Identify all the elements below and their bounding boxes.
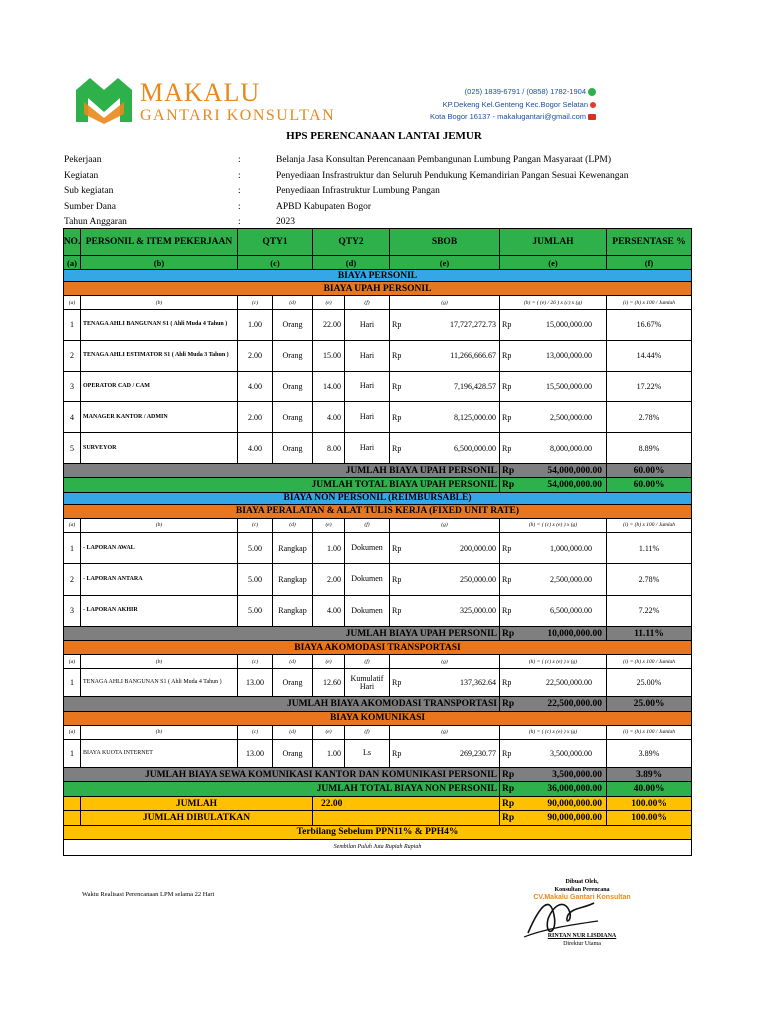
item-sbob-rp: Rp	[392, 574, 402, 584]
row-dibulatkan	[63, 811, 692, 826]
item-sbob-cell	[390, 533, 500, 563]
col-formula: (f)	[345, 655, 390, 668]
made-by: Dibuat Oleh,	[565, 879, 599, 885]
col-formula: (b)	[81, 296, 238, 309]
sum-komunikasi-value-cell	[500, 768, 607, 782]
info-value: Penyediaan Infrastruktur Lumbung Pangan	[276, 186, 440, 196]
item-qty1: 2.00	[238, 402, 273, 432]
table-row	[63, 533, 692, 564]
item-jumlah-rp: Rp	[502, 412, 512, 422]
item-jumlah-rp: Rp	[502, 351, 512, 361]
col-formula: (b)	[81, 726, 238, 739]
sum-akomodasi-pct: 25.00%	[633, 699, 665, 710]
table-subheader	[63, 256, 692, 270]
item-name: BIAYA KUOTA INTERNET	[81, 740, 238, 767]
ts-e2: (e)	[500, 256, 607, 269]
item-pct: 14.44%	[636, 351, 662, 361]
info-value: APBD Kabupaten Bogor	[276, 201, 371, 212]
item-unit1: Rangkap	[273, 533, 313, 563]
col-formula: (e)	[313, 726, 345, 739]
jumlah-days: 22.00	[313, 797, 500, 811]
item-sbob-cell	[390, 669, 500, 696]
info-block	[64, 155, 704, 233]
sum-alat-rp: Rp	[502, 628, 515, 639]
info-colon: :	[238, 217, 241, 227]
item-sbob: 269,230.77	[460, 748, 496, 758]
sum-total-upah	[63, 478, 692, 493]
ts-f: (f)	[644, 257, 654, 268]
item-jumlah-cell	[500, 310, 607, 340]
mail-icon	[588, 114, 596, 120]
terbilang-words: Sembilan Puluh Juta Rupiah Rupiah	[63, 840, 692, 856]
table-row	[63, 433, 692, 464]
info-key: Pekerjaan	[64, 155, 102, 165]
sum-alat-pct: 11.11%	[634, 628, 664, 639]
sum-upah-value: 54,000,000.00	[547, 465, 602, 476]
item-jumlah-cell	[500, 433, 607, 463]
col-formula: (i) = (h) x 100 / Jumlah	[623, 658, 675, 665]
item-jumlah-cell	[500, 402, 607, 432]
item-qty1: 5.00	[238, 564, 273, 594]
item-unit2: Hari	[345, 402, 390, 432]
section-biaya-personil: BIAYA PERSONIL	[63, 270, 692, 282]
item-sbob: 7,196,428.57	[454, 381, 496, 391]
col-formula: (c)	[238, 519, 273, 532]
item-jumlah-cell	[500, 740, 607, 767]
info-colon: :	[238, 170, 241, 181]
item-no: 5	[64, 433, 81, 463]
item-name: TENAGA AHLI BANGUNAN S1 ( Ahli Muda 4 Tahun )	[81, 310, 238, 340]
item-qty2: 1.00	[313, 533, 345, 563]
col-formula: (d)	[273, 296, 313, 309]
jumlah-pct: 100.00%	[631, 798, 667, 809]
brand-subname: GANTARI KONSULTAN	[140, 107, 336, 124]
contact-email: Kota Bogor 16137 - makalugantari@gmail.com	[429, 112, 586, 121]
item-unit1: Orang	[273, 433, 313, 463]
item-sbob-cell	[390, 402, 500, 432]
info-value: Penyediaan Insfrastruktur dan Seluruh Pendukung Kemandirian Pangan Sesuai Kewenangan	[276, 170, 629, 181]
sum-akomodasi-value: 22,500,000.00	[547, 699, 602, 710]
item-qty1: 5.00	[238, 533, 273, 563]
col-formula: (a)	[64, 655, 81, 668]
col-formula: (d)	[273, 655, 313, 668]
col-formula: (e)	[313, 296, 345, 309]
item-unit1: Rangkap	[273, 596, 313, 626]
item-unit2: Dokumen	[345, 564, 390, 594]
table-row	[63, 596, 692, 627]
col-formula: (d)	[273, 519, 313, 532]
item-jumlah: 2,500,000.00	[550, 412, 592, 422]
jumlah-value: 90,000,000.00	[547, 798, 602, 809]
info-colon: :	[238, 155, 241, 165]
sum-komunikasi-rp: Rp	[502, 769, 515, 780]
sum-komunikasi-pct: 3.89%	[635, 769, 663, 780]
th-persentase: PERSENTASE %	[612, 237, 686, 247]
sum-total-upah-value: 54,000,000.00	[547, 480, 602, 491]
item-qty1: 13.00	[238, 669, 273, 696]
ts-a: (a)	[64, 256, 81, 269]
item-jumlah-cell	[500, 669, 607, 696]
item-qty2: 4.00	[313, 402, 345, 432]
item-sbob-rp: Rp	[392, 678, 402, 688]
company-logo	[74, 76, 134, 124]
item-jumlah: 15,000,000.00	[546, 320, 592, 330]
item-no: 1	[64, 740, 81, 767]
col-formula: (e)	[313, 519, 345, 532]
item-pct: 17.22%	[636, 381, 662, 391]
item-qty2: 8.00	[313, 433, 345, 463]
group-alat	[63, 519, 692, 627]
sum-total-non	[63, 782, 692, 797]
sum-alat	[63, 627, 692, 642]
col-formula: (b)	[81, 519, 238, 532]
column-formula-row	[63, 519, 692, 533]
item-unit1: Orang	[273, 402, 313, 432]
item-sbob: 137,362.64	[460, 678, 496, 688]
item-sbob-rp: Rp	[392, 351, 402, 361]
sum-total-upah-label: JUMLAH TOTAL BIAYA UPAH PERSONIL	[64, 478, 500, 492]
col-formula: (f)	[345, 519, 390, 532]
item-pct: 7.22%	[638, 606, 660, 616]
jumlah-rp: Rp	[502, 798, 515, 809]
item-jumlah-cell	[500, 564, 607, 594]
sum-alat-label: JUMLAH BIAYA UPAH PERSONIL	[64, 627, 500, 641]
sum-upah-label: JUMLAH BIAYA UPAH PERSONIL	[64, 464, 500, 478]
table-row	[63, 564, 692, 595]
section-alat: BIAYA PERALATAN & ALAT TULIS KERJA (FIXED UNIT RATE)	[63, 505, 692, 519]
info-value: Belanja Jasa Konsultan Perencanaan Pembangunan Lumbung Pangan Masyaraat (LPM)	[276, 155, 612, 165]
item-unit1: Orang	[273, 310, 313, 340]
dibulatkan-pct: 100.00%	[631, 813, 667, 824]
sum-komunikasi-value: 3,500,000.00	[552, 769, 602, 780]
info-row	[64, 202, 704, 218]
sum-total-non-rp: Rp	[502, 784, 515, 795]
row-jumlah	[63, 797, 692, 812]
sum-total-non-label: JUMLAH TOTAL BIAYA NON PERSONIL	[64, 782, 500, 796]
item-jumlah: 6,500,000.00	[550, 606, 592, 616]
sum-upah	[63, 464, 692, 479]
item-sbob: 11,266,666.67	[450, 351, 496, 361]
item-sbob-rp: Rp	[392, 412, 402, 422]
location-pin-icon	[590, 102, 596, 108]
col-formula: (g)	[390, 726, 500, 739]
item-name: - LAPORAN ANTARA	[81, 564, 238, 594]
item-jumlah-cell	[500, 341, 607, 371]
brand	[140, 80, 335, 126]
document-title: HPS PERENCANAAN LANTAI JEMUR	[286, 130, 482, 142]
dibulatkan-rp: Rp	[502, 813, 515, 824]
group-akomodasi	[63, 655, 692, 697]
item-qty1: 2.00	[238, 341, 273, 371]
info-row	[64, 171, 704, 187]
item-sbob-cell	[390, 372, 500, 402]
item-qty2: 22.00	[313, 310, 345, 340]
item-qty1: 1.00	[238, 310, 273, 340]
cost-table	[63, 228, 692, 856]
contact-block	[430, 86, 596, 124]
ts-c: (c)	[238, 256, 313, 269]
item-qty2: 14.00	[313, 372, 345, 402]
item-sbob-cell	[390, 341, 500, 371]
item-qty1: 13.00	[238, 740, 273, 767]
item-pct: 2.78%	[638, 574, 660, 584]
contact-address: KP.Dekeng Kel.Genteng Kec.Bogor Selatan	[442, 99, 588, 109]
item-jumlah-rp: Rp	[502, 748, 512, 758]
item-jumlah: 3,500,000.00	[550, 748, 592, 758]
item-unit1: Orang	[273, 372, 313, 402]
item-unit1: Rangkap	[273, 564, 313, 594]
item-no: 1	[64, 310, 81, 340]
table-row	[63, 669, 692, 697]
col-formula: (a)	[64, 296, 81, 309]
item-unit2: Hari	[345, 372, 390, 402]
th-no: NO.	[64, 229, 81, 255]
item-qty2: 1.00	[313, 740, 345, 767]
item-jumlah-rp: Rp	[502, 443, 512, 453]
item-sbob-rp: Rp	[392, 381, 402, 391]
item-sbob-cell	[390, 596, 500, 626]
section-non-personil: BIAYA NON PERSONIL (REIMBURSABLE)	[63, 493, 692, 505]
item-no: 3	[64, 372, 81, 402]
item-unit2: Hari	[345, 341, 390, 371]
dibulatkan-value: 90,000,000.00	[547, 813, 602, 824]
item-pct: 25.00%	[636, 678, 662, 688]
ts-e: (e)	[390, 256, 500, 269]
item-sbob: 17,727,272.73	[450, 320, 496, 330]
item-jumlah: 1,000,000.00	[550, 543, 592, 553]
item-jumlah-rp: Rp	[502, 320, 512, 330]
item-sbob-rp: Rp	[392, 443, 402, 453]
section-upah-personil: BIAYA UPAH PERSONIL	[63, 282, 692, 296]
item-jumlah-rp: Rp	[502, 678, 512, 688]
item-pct: 2.78%	[638, 412, 660, 422]
col-formula: (a)	[64, 726, 81, 739]
th-qty2: QTY2	[313, 229, 390, 255]
col-formula: (i) = (h) x 100 / Jumlah	[623, 729, 675, 736]
item-jumlah-rp: Rp	[502, 381, 512, 391]
info-row	[64, 186, 704, 202]
table-row	[63, 341, 692, 372]
section-komunikasi: BIAYA KOMUNIKASI	[63, 712, 692, 726]
item-qty1: 4.00	[238, 372, 273, 402]
sum-akomodasi-label: JUMLAH BIAYA AKOMODASI TRANSPORTASI	[64, 697, 500, 711]
item-name: - LAPORAN AWAL	[81, 533, 238, 563]
section-akomodasi: BIAYA AKOMODASI TRANSPORTASI	[63, 641, 692, 655]
item-qty2: 12.60	[313, 669, 345, 696]
brand-name: MAKALU	[140, 78, 261, 107]
jumlah-label: JUMLAH	[81, 797, 313, 811]
item-name: - LAPORAN AKHIR	[81, 596, 238, 626]
terbilang-label: Terbilang Sebelum PPN11% & PPH4%	[63, 826, 692, 840]
col-formula: (d)	[273, 726, 313, 739]
item-name: OPERATOR CAD / CAM	[81, 372, 238, 402]
item-jumlah-cell	[500, 596, 607, 626]
signature-block	[520, 878, 644, 948]
item-pct: 3.89%	[638, 748, 660, 758]
info-colon: :	[238, 201, 241, 212]
whatsapp-icon	[588, 88, 596, 96]
group-komunikasi	[63, 726, 692, 768]
item-sbob-rp: Rp	[392, 543, 402, 553]
item-name: MANAGER KANTOR / ADMIN	[81, 402, 238, 432]
dibulatkan-label: JUMLAH DIBULATKAN	[81, 811, 313, 825]
sum-akomodasi	[63, 697, 692, 712]
th-item: PERSONIL & ITEM PEKERJAAN	[81, 229, 238, 255]
item-pct: 1.11%	[638, 543, 660, 553]
item-no: 2	[64, 341, 81, 371]
item-qty1: 4.00	[238, 433, 273, 463]
item-name: TENAGA AHLI ESTIMATOR S1 ( Ahli Muda 3 Tahun )	[81, 341, 238, 371]
item-jumlah-cell	[500, 533, 607, 563]
th-sbob: SBOB	[390, 229, 500, 255]
item-unit1: Orang	[273, 669, 313, 696]
col-formula: (c)	[238, 296, 273, 309]
item-jumlah: 2,500,000.00	[550, 574, 592, 584]
item-sbob: 325,000.00	[460, 606, 496, 616]
info-key: Kegiatan	[64, 170, 99, 181]
item-unit2: Ls	[345, 740, 390, 767]
col-formula: (f)	[345, 726, 390, 739]
sum-alat-value-cell	[500, 627, 607, 641]
item-jumlah-cell	[500, 372, 607, 402]
sum-upah-value-cell	[500, 464, 607, 478]
item-no: 4	[64, 402, 81, 432]
sum-upah-pct: 60.00%	[633, 465, 665, 476]
sum-komunikasi	[63, 768, 692, 783]
col-formula: (g)	[390, 519, 500, 532]
info-value: 2023	[276, 217, 295, 227]
info-key: Tahun Anggaran	[64, 217, 127, 227]
col-formula: (h) = ( (c) x (e) ) x (g)	[500, 519, 607, 532]
col-formula: (c)	[238, 655, 273, 668]
table-row	[63, 372, 692, 403]
signer-company: CV.Makalu Gantari Konsultan	[533, 894, 631, 901]
sum-alat-value: 10,000,000.00	[547, 628, 602, 639]
signer-position: Direktur Utama	[563, 941, 601, 947]
sum-total-upah-value-cell	[500, 478, 607, 492]
col-formula: (b)	[81, 655, 238, 668]
item-sbob-cell	[390, 740, 500, 767]
sum-komunikasi-label: JUMLAH BIAYA SEWA KOMUNIKASI KANTOR DAN KOMUNIKASI PERSONIL	[64, 768, 500, 782]
th-qty1: QTY1	[238, 229, 313, 255]
sum-total-non-pct: 40.00%	[633, 784, 665, 795]
group-upah	[63, 296, 692, 464]
item-jumlah-rp: Rp	[502, 606, 512, 616]
item-sbob: 8,125,000.00	[454, 412, 496, 422]
info-key: Sub kegiatan	[64, 186, 114, 196]
ts-d: (d)	[313, 256, 390, 269]
col-formula: (g)	[390, 655, 500, 668]
item-pct: 8.89%	[638, 443, 660, 453]
signer-role: Konsultan Perencana	[554, 887, 610, 893]
column-formula-row	[63, 726, 692, 740]
column-formula-row	[63, 655, 692, 669]
item-name: TENAGA AHLI BANGUNAN S1 ( Ahli Muda 4 Tahun )	[81, 669, 238, 696]
item-qty2: 15.00	[313, 341, 345, 371]
item-unit2: Hari	[345, 433, 390, 463]
sum-total-upah-pct: 60.00%	[633, 480, 665, 491]
item-unit1: Orang	[273, 740, 313, 767]
item-unit1: Orang	[273, 341, 313, 371]
item-no: 1	[64, 533, 81, 563]
col-formula: (i) = (h) x 100 / Jumlah	[623, 522, 675, 529]
sum-total-non-value: 36,000,000.00	[547, 784, 602, 795]
th-jumlah: JUMLAH	[500, 229, 607, 255]
item-unit2: Hari	[345, 310, 390, 340]
info-colon: :	[238, 186, 241, 196]
col-formula: (h) = ( (c) x (e) ) x (g)	[500, 726, 607, 739]
realization-note: Waktu Realisasi Perencanaan LPM selama 22 Hari	[82, 891, 215, 898]
item-jumlah: 13,000,000.00	[546, 351, 592, 361]
item-no: 1	[64, 669, 81, 696]
item-no: 3	[64, 596, 81, 626]
info-key: Sumber Dana	[64, 201, 116, 212]
item-sbob-cell	[390, 433, 500, 463]
item-sbob: 200,000.00	[460, 543, 496, 553]
item-unit2: Dokumen	[345, 533, 390, 563]
item-name: SURVEYOR	[81, 433, 238, 463]
info-row	[64, 155, 704, 171]
item-sbob: 250,000.00	[460, 574, 496, 584]
table-row	[63, 740, 692, 768]
item-qty2: 4.00	[313, 596, 345, 626]
item-qty2: 2.00	[313, 564, 345, 594]
item-sbob-rp: Rp	[392, 748, 402, 758]
col-formula: (i) = (h) x 100 / Jumlah	[623, 299, 675, 306]
contact-phone: (025) 1839-6791 / (0858) 1782-1904	[464, 87, 586, 96]
item-jumlah-rp: Rp	[502, 543, 512, 553]
item-sbob: 6,500,000.00	[454, 443, 496, 453]
item-qty1: 5.00	[238, 596, 273, 626]
item-unit2: Dokumen	[345, 596, 390, 626]
item-no: 2	[64, 564, 81, 594]
sum-akomodasi-rp: Rp	[502, 699, 515, 710]
ts-b: (b)	[81, 256, 238, 269]
item-unit2: Kumulatif Hari	[345, 669, 390, 696]
col-formula: (c)	[238, 726, 273, 739]
item-jumlah-rp: Rp	[502, 574, 512, 584]
item-sbob-cell	[390, 310, 500, 340]
col-formula: (f)	[345, 296, 390, 309]
table-row	[63, 310, 692, 341]
item-sbob-rp: Rp	[392, 606, 402, 616]
table-row	[63, 402, 692, 433]
item-sbob-cell	[390, 564, 500, 594]
item-pct: 16.67%	[636, 320, 662, 330]
item-jumlah: 22,500,000.00	[546, 678, 592, 688]
item-jumlah: 8,000,000.00	[550, 443, 592, 453]
sum-total-non-value-cell	[500, 782, 607, 796]
col-formula: (g)	[390, 296, 500, 309]
sum-upah-rp: Rp	[502, 465, 515, 476]
table-header	[63, 228, 692, 256]
column-formula-row	[63, 296, 692, 310]
item-jumlah: 15,500,000.00	[546, 381, 592, 391]
col-formula: (e)	[313, 655, 345, 668]
col-formula: (h) = ( (e) / 26 ) x (c) x (g)	[500, 296, 607, 309]
col-formula: (a)	[64, 519, 81, 532]
col-formula: (h) = ( (c) x (e) ) x (g)	[500, 655, 607, 668]
item-sbob-rp: Rp	[392, 320, 402, 330]
sum-akomodasi-value-cell	[500, 697, 607, 711]
signer-name: RINTAN NUR LISDIANA	[547, 933, 617, 939]
sum-total-upah-rp: Rp	[502, 480, 515, 491]
